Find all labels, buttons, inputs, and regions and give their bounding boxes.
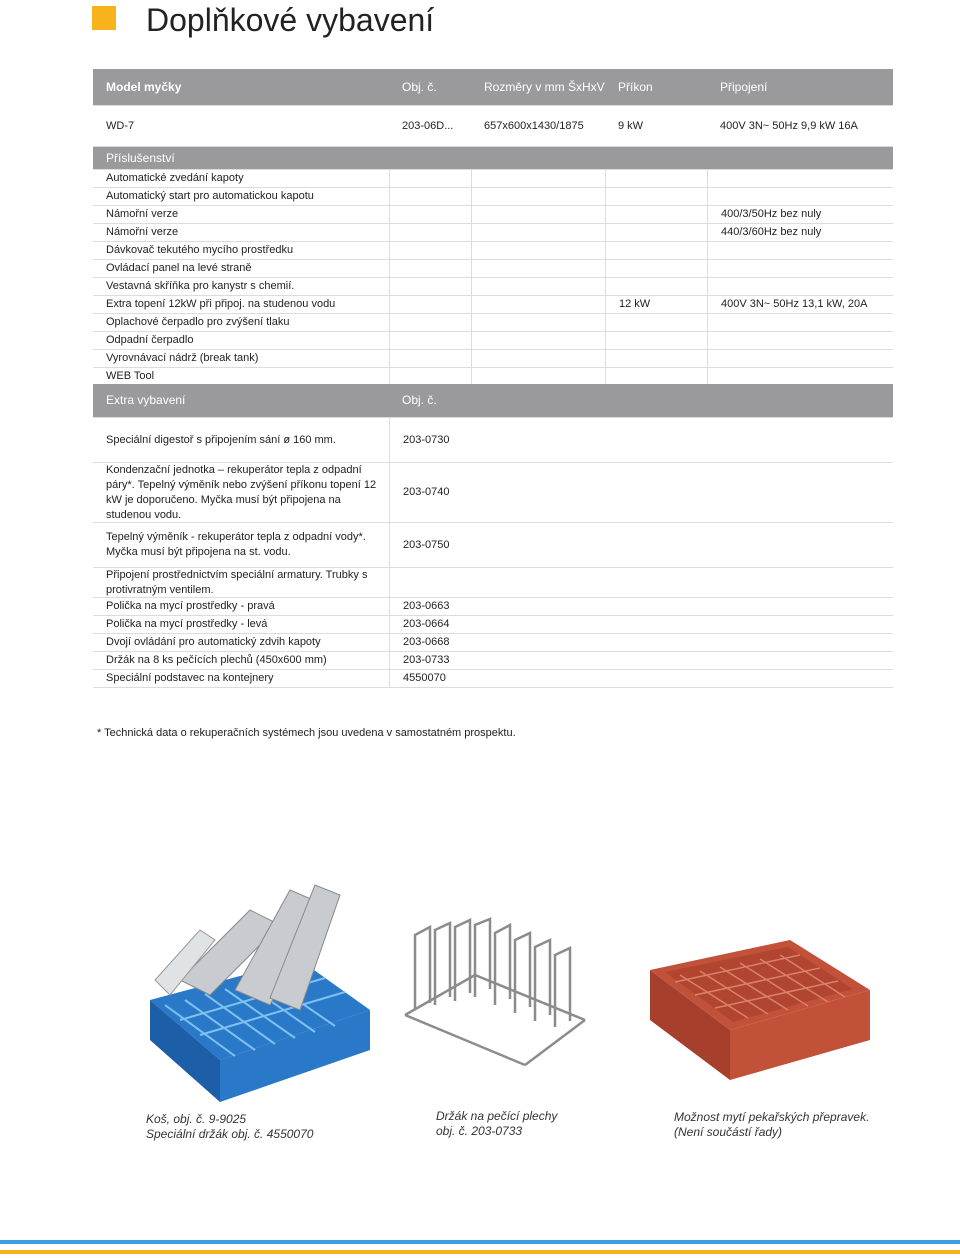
model-connection: 400V 3N~ 50Hz 9,9 kW 16A <box>720 119 858 132</box>
caption-basket-line2: Speciální držák obj. č. 4550070 <box>146 1127 314 1141</box>
accessory-power <box>605 206 707 223</box>
accessory-connection: 440/3/60Hz bez nuly <box>707 224 893 241</box>
accessory-dimensions <box>471 314 605 331</box>
accessory-order <box>389 260 471 277</box>
accessory-order <box>389 170 471 187</box>
accessory-dimensions <box>471 260 605 277</box>
caption-tray-line1: Možnost mytí pekařských přepravek. <box>674 1110 870 1124</box>
accessory-connection <box>707 242 893 259</box>
accessory-connection <box>707 260 893 277</box>
accessory-power <box>605 368 707 385</box>
accessory-order <box>389 206 471 223</box>
accessory-power <box>605 170 707 187</box>
accessory-dimensions <box>471 350 605 367</box>
accessory-dimensions <box>471 368 605 385</box>
accessory-name: Automatické zvedání kapoty <box>106 172 244 184</box>
accessory-name: WEB Tool <box>106 370 155 382</box>
extra-item-name: Tepelný výměník - rekuperátor tepla z odpadní vody*. Myčka musí být připojena na st. vodu. <box>106 531 366 558</box>
accessory-row <box>93 350 893 368</box>
extra-item-code: 203-0663 <box>389 598 893 615</box>
accessory-name: Oplachové čerpadlo pro zvýšení tlaku <box>106 316 290 328</box>
red-tray-photo <box>640 920 880 1090</box>
caption-tray-line2: (Není součástí řady) <box>674 1125 783 1139</box>
accessory-name: Dávkovač tekutého mycího prostředku <box>106 244 294 256</box>
header-connection: Připojení <box>720 79 768 94</box>
header-power: Příkon <box>618 79 653 94</box>
extra-item-name: Speciální podstavec na kontejnery <box>106 672 274 684</box>
tray-holder-photo <box>395 915 595 1085</box>
extra-item-code: 203-0740 <box>389 463 893 522</box>
extra-item-code: 203-0733 <box>389 652 893 669</box>
accessory-connection <box>707 350 893 367</box>
extra-row <box>93 463 893 523</box>
accessory-order <box>389 350 471 367</box>
accessory-connection: 400V 3N~ 50Hz 13,1 kW, 20A <box>707 296 893 313</box>
extra-item-code <box>389 568 893 597</box>
page-title: Doplňkové vybavení <box>146 2 435 38</box>
extra-item-name: Kondenzační jednotka – rekuperátor tepla z odpadní páry*. Tepelný výměník nebo zvýšení příkonu topení 12 kW je doporučeno. Myčka musí být připojena na studenou vodu. <box>106 463 377 521</box>
caption-tray <box>674 1110 869 1140</box>
accessory-dimensions <box>471 224 605 241</box>
accessory-order <box>389 242 471 259</box>
accessory-power <box>605 242 707 259</box>
accessory-name: Automatický start pro automatickou kapotu <box>106 190 314 202</box>
accessory-row <box>93 224 893 242</box>
bottom-blue-line <box>0 1240 960 1244</box>
accessory-dimensions <box>471 170 605 187</box>
accessory-dimensions <box>471 332 605 349</box>
model-name: WD-7 <box>106 119 135 132</box>
accessory-name: Ovládací panel na levé straně <box>106 262 252 274</box>
accessory-row <box>93 206 893 224</box>
accessory-power <box>605 332 707 349</box>
accessory-power <box>605 260 707 277</box>
accessory-dimensions <box>471 278 605 295</box>
dishwasher-table <box>93 69 893 386</box>
accessory-connection <box>707 332 893 349</box>
accessory-dimensions <box>471 296 605 313</box>
extra-row <box>93 634 893 652</box>
extra-item-name: Polička na mycí prostředky - pravá <box>106 600 275 612</box>
footnote: * Technická data o rekuperačních systémech jsou uvedena v samostatném prospektu. <box>97 727 516 739</box>
accessory-row <box>93 314 893 332</box>
accessory-connection: 400/3/50Hz bez nuly <box>707 206 893 223</box>
extra-row <box>93 598 893 616</box>
accessories-header-row <box>93 147 893 170</box>
model-power: 9 kW <box>618 119 644 132</box>
caption-basket <box>146 1112 313 1142</box>
accessory-power <box>605 278 707 295</box>
accessory-dimensions <box>471 242 605 259</box>
extra-item-code: 203-0750 <box>389 523 893 567</box>
accessory-row <box>93 188 893 206</box>
extra-row <box>93 568 893 598</box>
accessory-order <box>389 278 471 295</box>
model-order-number: 203-06D... <box>402 119 454 132</box>
extra-item-code: 203-0664 <box>389 616 893 633</box>
accessory-name: Vestavná skříňka pro kanystr s chemií. <box>106 280 295 292</box>
extra-item-name: Speciální digestoř s připojením sání ø 160 mm. <box>106 433 336 446</box>
extra-item-code: 203-0730 <box>389 418 893 462</box>
extra-item-name: Polička na mycí prostředky - levá <box>106 618 268 630</box>
accessory-connection <box>707 314 893 331</box>
accessory-name: Odpadní čerpadlo <box>106 334 194 346</box>
accessory-order <box>389 314 471 331</box>
accessories-header: Příslušenství <box>106 150 175 165</box>
accessory-row <box>93 260 893 278</box>
extra-row <box>93 652 893 670</box>
extra-row <box>93 616 893 634</box>
accessory-order <box>389 188 471 205</box>
accessory-name: Extra topení 12kW při připoj. na studenou vodu <box>106 298 336 310</box>
basket-photo <box>140 870 380 1105</box>
model-dimensions: 657x600x1430/1875 <box>484 119 584 132</box>
extra-item-name: Připojení prostřednictvím speciální armatury. Trubky s protivratným ventilem. <box>106 568 368 596</box>
accessory-row <box>93 332 893 350</box>
accessory-order <box>389 368 471 385</box>
header-dimensions: Rozměry v mm ŠxHxV <box>484 79 605 94</box>
accessory-order <box>389 296 471 313</box>
extra-header-code: Obj. č. <box>402 393 437 407</box>
accessory-row <box>93 170 893 188</box>
accessory-power <box>605 314 707 331</box>
extra-item-name: Dvojí ovládání pro automatický zdvih kapoty <box>106 636 321 648</box>
accessory-connection <box>707 278 893 295</box>
extra-row <box>93 418 893 463</box>
extra-row <box>93 523 893 568</box>
extra-item-name: Držák na 8 ks pečících plechů (450x600 mm) <box>106 654 327 666</box>
accessory-name: Námořní verze <box>106 226 179 238</box>
accessory-power: 12 kW <box>605 296 707 313</box>
accessory-name: Námořní verze <box>106 208 179 220</box>
extra-row <box>93 670 893 688</box>
accessory-row <box>93 242 893 260</box>
extra-item-code: 4550070 <box>389 670 893 687</box>
accessory-connection <box>707 170 893 187</box>
caption-holder-line2: obj. č. 203-0733 <box>436 1124 523 1138</box>
accessory-row <box>93 278 893 296</box>
accessory-dimensions <box>471 188 605 205</box>
accessory-power <box>605 224 707 241</box>
accessory-order <box>389 332 471 349</box>
accessory-order <box>389 224 471 241</box>
model-row <box>93 106 893 147</box>
bottom-yellow-line <box>0 1250 960 1254</box>
caption-holder <box>436 1109 557 1139</box>
accessory-connection <box>707 188 893 205</box>
accessory-power <box>605 350 707 367</box>
accessory-row <box>93 296 893 314</box>
extra-header-name: Extra vybavení <box>106 393 186 407</box>
accessory-name: Vyrovnávací nádrž (break tank) <box>106 352 259 364</box>
caption-holder-line1: Držák na pečící plechy <box>436 1109 558 1123</box>
accessory-connection <box>707 368 893 385</box>
extra-item-code: 203-0668 <box>389 634 893 651</box>
caption-basket-line1: Koš, obj. č. 9-9025 <box>146 1112 247 1126</box>
table-header-row <box>93 69 893 106</box>
header-order-number: Obj. č. <box>402 79 437 94</box>
accessory-power <box>605 188 707 205</box>
header-model: Model myčky <box>106 79 182 94</box>
accessory-dimensions <box>471 206 605 223</box>
extra-equipment-table <box>93 384 893 688</box>
title-accent-square <box>92 6 116 30</box>
extra-header-row <box>93 384 893 418</box>
